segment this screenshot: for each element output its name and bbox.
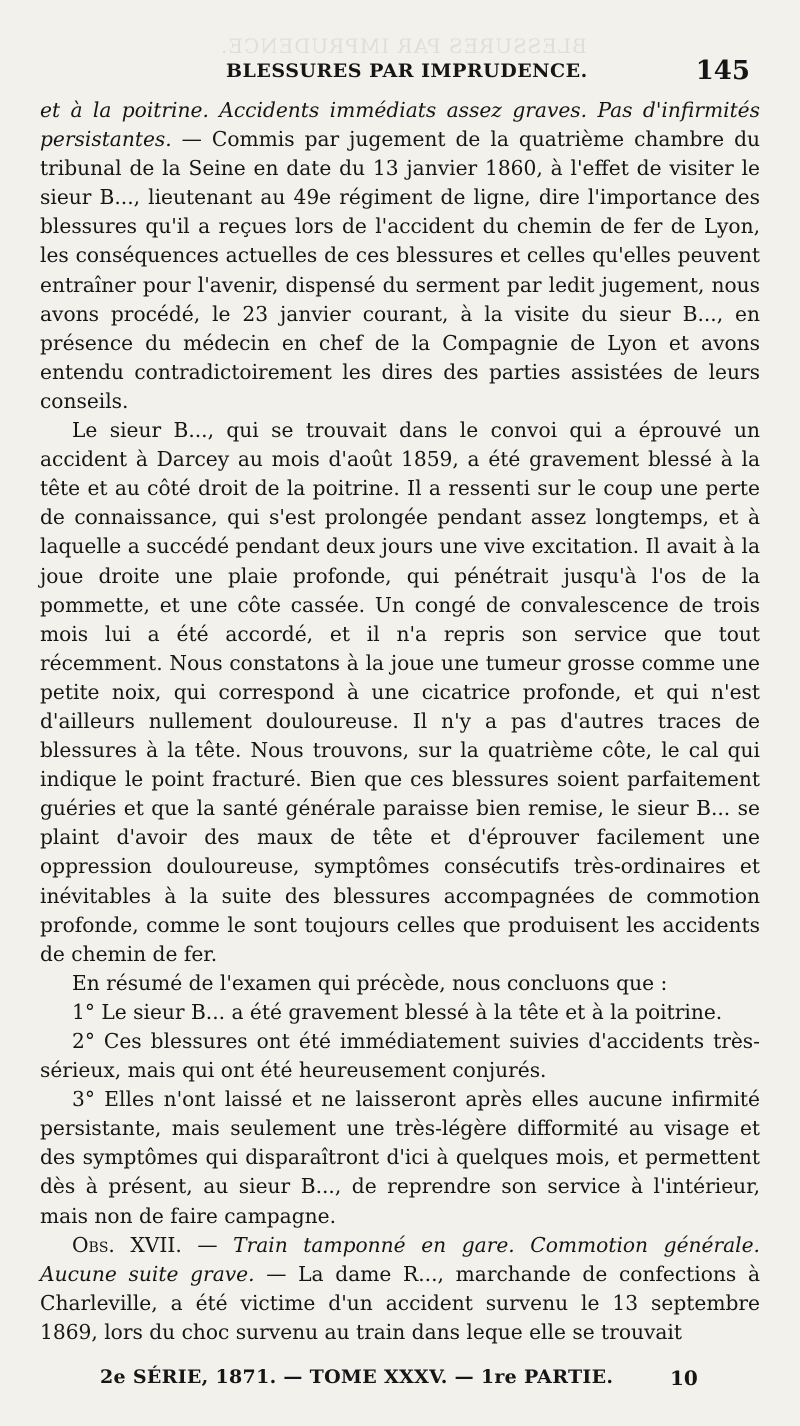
case-summary-italic: et à la poitrine. Accidents immédiats assez graves. Pas d'infirmités persistantes. [40,98,760,152]
paragraph-1-text: — Commis par jugement de la quatrième chambre du tribunal de la Seine en date du 13 janvier 1860, à l'effet de visiter le sieur B..., lieutenant au 49e régiment de ligne, dire l'importance des blessures qu'il a reçues lors de l'accident du chemin de fer de Lyon, les conséquences actuelles de ces blessures et celles qu'elles peuvent entraîner pour l'avenir, dispensé du serment par ledit jugement, nous avons procédé, le 23 janvier courant, à la visite du sieur B..., en présence du médecin en chef de la Compagnie de Lyon et avons entendu contradictoirement les dires des parties assistées de leurs conseils. [40,127,760,413]
conclusion-3: 3° Elles n'ont laissé et ne laisseront après elles aucune infirmité persistante, mais seulement une très-légère difformité au visage et des symptômes qui disparaîtront d'ici à quelques mois, et permettent dès à présent, au sieur B..., de reprendre son service à l'intérieur, mais non de faire campagne. [40,1087,760,1228]
footer-series: 2e SÉRIE, 1871. — TOME XXXV. — 1re PARTIE. [100,1366,614,1388]
paragraph-2: Le sieur B..., qui se trouvait dans le convoi qui a éprouvé un accident à Darcey au mois d'août 1859, a été gravement blessé à la tête et au côté droit de la poitrine. Il a ressenti sur le coup une perte de connaissance, qui s'est prolongée pendant assez longtemps, et à laquelle a succédé pendant deux jours une vive excitation. Il avait à la joue droite une plaie profonde, qui pénétrait jusqu'à l'os de la pommette, et une côte cassée. Un congé de convalescence de trois mois lui a été accordé, et il n'a repris son service que tout récemment. Nous constatons à la joue une tumeur grosse comme une petite noix, qui correspond à une cicatrice profonde, et qui n'est d'ailleurs nullement douloureuse. Il n'y a pas d'autres traces de blessures à la tête. Nous trouvons, sur la quatrième côte, le cal qui indique le point fracturé. Bien que ces blessures soient parfaitement guéries et que la santé générale paraisse bien remise, le sieur B... se plaint d'avoir des maux de tête et d'éprouver facilement une oppression douloureuse, symptômes consécutifs très-ordinaires et inévitables à la suite des blessures accompagnées de commotion profonde, comme le sont toujours celles que produisent les accidents de chemin de fer. [40,418,760,966]
observation-title-italic: Train tamponné en gare. Commotion générale. Aucune suite grave. [40,1232,760,1286]
running-title: BLESSURES PAR IMPRUDENCE. [226,60,588,82]
conclusion-2: 2° Ces blessures ont été immédiatement suivies d'accidents très-sérieux, mais qui ont été heureusement conjurés. [40,1029,760,1083]
conclusion-1: 1° Le sieur B... a été gravement blessé à la tête et à la poitrine. [72,999,723,1024]
observation-label: Obs. XVII. [72,1232,182,1257]
signature-mark: 10 [670,1366,698,1390]
page-number: 145 [695,56,750,86]
observation-paragraph: Obs. XVII. — Train tamponné en gare. Commotion générale. Aucune suite grave. — La dame R..., marchande de confections à Charleville, a été victime d'un accident survenu le 13 septembre 1869, lors du choc survenu au train dans leque elle se trouvait [40,1232,760,1344]
paragraph-1 [40,96,760,416]
bleed-through-text: BLESSURES PAR IMPRUDENCE. [220,34,587,58]
paragraph-3: En résumé de l'examen qui précède, nous concluons que : [72,970,668,995]
observation-text: — La dame R..., marchande de confections à Charleville, a été victime d'un accident survenu le 13 septembre 1869, lors du choc survenu au train dans leque elle se trouvait [40,1261,760,1344]
body-text [40,96,760,1347]
page-header [46,56,760,88]
